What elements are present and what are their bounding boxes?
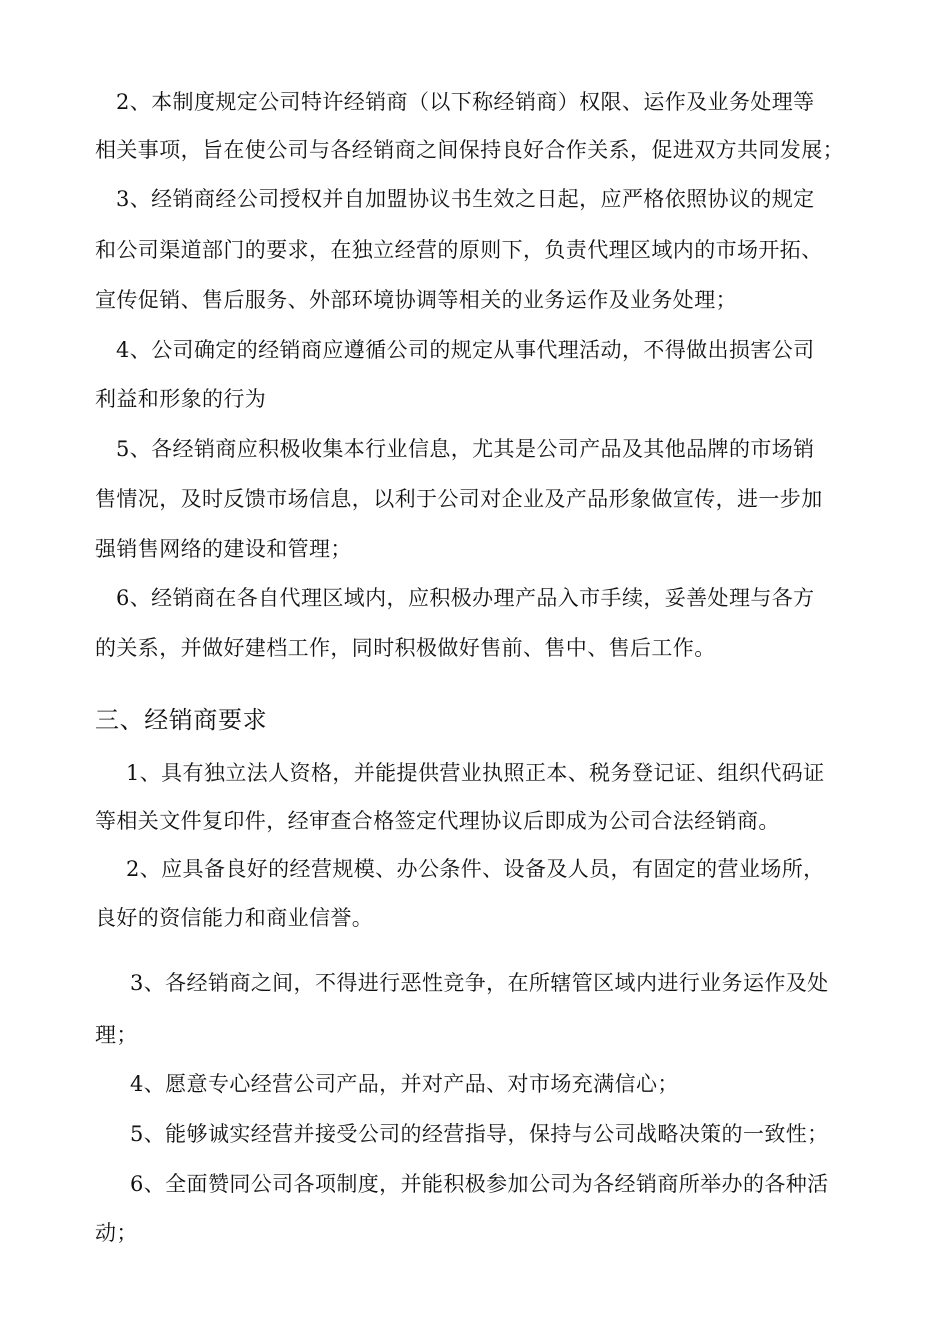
paragraph-line: 强销售网络的建设和管理； bbox=[95, 537, 352, 561]
paragraph-line: 3、各经销商之间，不得进行恶性竞争，在所辖管区域内进行业务运作及处 bbox=[130, 971, 829, 995]
section-heading: 三、经销商要求 bbox=[95, 706, 268, 734]
paragraph-line: 1、具有独立法人资格，并能提供营业执照正本、税务登记证、组织代码证 bbox=[126, 761, 825, 785]
paragraph-line: 6、经销商在各自代理区域内，应积极办理产品入市手续，妥善处理与各方 bbox=[116, 586, 815, 610]
paragraph-line: 利益和形象的行为 bbox=[95, 387, 267, 411]
paragraph-line: 宣传促销、售后服务、外部环境协调等相关的业务运作及业务处理； bbox=[95, 288, 737, 312]
paragraph-line: 动； bbox=[95, 1221, 138, 1245]
paragraph-line: 6、全面赞同公司各项制度，并能积极参加公司为各经销商所举办的各种活 bbox=[130, 1172, 829, 1196]
paragraph-line: 2、应具备良好的经营规模、办公条件、设备及人员，有固定的营业场所， bbox=[126, 857, 825, 881]
paragraph-line: 2、本制度规定公司特许经销商（以下称经销商）权限、运作及业务处理等 bbox=[116, 90, 815, 114]
paragraph-line: 4、公司确定的经销商应遵循公司的规定从事代理活动，不得做出损害公司 bbox=[116, 338, 815, 362]
paragraph-line: 良好的资信能力和商业信誉。 bbox=[95, 906, 374, 930]
paragraph-line: 售情况，及时反馈市场信息，以利于公司对企业及产品形象做宣传，进一步加 bbox=[95, 487, 823, 511]
paragraph-line: 相关事项，旨在使公司与各经销商之间保持良好合作关系，促进双方共同发展； bbox=[95, 138, 844, 162]
paragraph-line: 和公司渠道部门的要求，在独立经营的原则下，负责代理区域内的市场开拓、 bbox=[95, 238, 823, 262]
paragraph-line: 的关系，并做好建档工作，同时积极做好售前、售中、售后工作。 bbox=[95, 636, 716, 660]
paragraph-line: 等相关文件复印件，经审查合格签定代理协议后即成为公司合法经销商。 bbox=[95, 809, 780, 833]
paragraph-line: 4、愿意专心经营公司产品，并对产品、对市场充满信心； bbox=[130, 1072, 679, 1096]
paragraph-line: 5、能够诚实经营并接受公司的经营指导，保持与公司战略决策的一致性； bbox=[130, 1122, 829, 1146]
paragraph-line: 3、经销商经公司授权并自加盟协议书生效之日起，应严格依照协议的规定 bbox=[116, 187, 815, 211]
paragraph-line: 理； bbox=[95, 1023, 138, 1047]
paragraph-line: 5、各经销商应积极收集本行业信息，尤其是公司产品及其他品牌的市场销 bbox=[116, 437, 815, 461]
